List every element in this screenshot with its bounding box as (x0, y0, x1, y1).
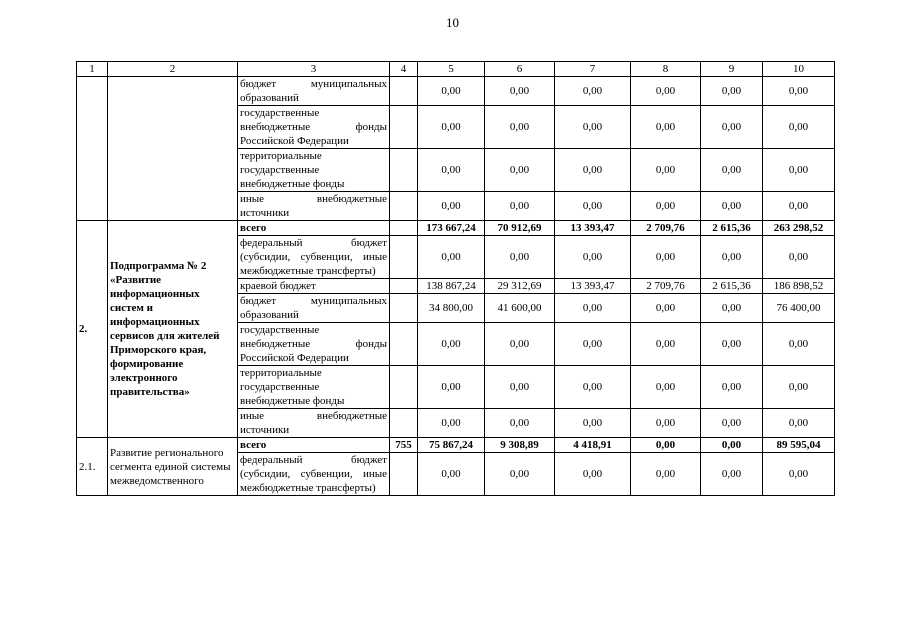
funding-source: всего (238, 438, 390, 453)
header-cell: 9 (701, 62, 763, 77)
funding-source: территориальные государственные внебюджетные фонды (238, 366, 390, 409)
value-cell: 13 393,47 (555, 221, 631, 236)
funding-source: федеральный бюджет (субсидии, субвенции, иные межбюджетные трансферты) (238, 453, 390, 496)
header-cell: 3 (238, 62, 390, 77)
column4-value (390, 221, 418, 236)
value-cell: 0,00 (485, 323, 555, 366)
header-cell: 7 (555, 62, 631, 77)
value-cell: 0,00 (701, 192, 763, 221)
value-cell: 2 615,36 (701, 279, 763, 294)
value-cell: 0,00 (631, 294, 701, 323)
value-cell: 0,00 (555, 106, 631, 149)
value-cell: 0,00 (555, 294, 631, 323)
value-cell: 0,00 (418, 323, 485, 366)
value-cell: 34 800,00 (418, 294, 485, 323)
program-title: Развитие регионального сегмента единой системы межведомственного (108, 438, 238, 496)
value-cell: 0,00 (555, 323, 631, 366)
value-cell: 13 393,47 (555, 279, 631, 294)
value-cell: 0,00 (418, 106, 485, 149)
value-cell: 0,00 (631, 106, 701, 149)
program-code: 2.1. (77, 438, 108, 496)
funding-source: иные внебюджетные источники (238, 409, 390, 438)
value-cell: 0,00 (701, 409, 763, 438)
value-cell: 0,00 (418, 77, 485, 106)
header-cell: 6 (485, 62, 555, 77)
funding-source: всего (238, 221, 390, 236)
value-cell: 0,00 (631, 323, 701, 366)
value-cell: 0,00 (485, 409, 555, 438)
column4-value (390, 323, 418, 366)
program-title: Подпрограмма № 2 «Развитие информационных систем и информационных сервисов для жителей Приморского края, формирование электронного правительства» (108, 221, 238, 438)
value-cell: 0,00 (701, 236, 763, 279)
value-cell: 0,00 (418, 366, 485, 409)
value-cell: 0,00 (555, 149, 631, 192)
value-cell: 0,00 (701, 438, 763, 453)
column4-value (390, 192, 418, 221)
value-cell: 4 418,91 (555, 438, 631, 453)
value-cell: 0,00 (418, 192, 485, 221)
value-cell: 263 298,52 (763, 221, 835, 236)
value-cell: 0,00 (631, 453, 701, 496)
funding-source: государственные внебюджетные фонды Российской Федерации (238, 106, 390, 149)
column4-value (390, 294, 418, 323)
funding-source: бюджет муниципальных образований (238, 77, 390, 106)
column4-value (390, 106, 418, 149)
value-cell: 41 600,00 (485, 294, 555, 323)
column4-value (390, 409, 418, 438)
header-cell: 1 (77, 62, 108, 77)
value-cell: 0,00 (485, 236, 555, 279)
value-cell: 0,00 (631, 236, 701, 279)
value-cell: 0,00 (555, 192, 631, 221)
value-cell: 0,00 (418, 453, 485, 496)
value-cell: 0,00 (485, 106, 555, 149)
header-cell: 10 (763, 62, 835, 77)
value-cell: 0,00 (485, 77, 555, 106)
value-cell: 0,00 (763, 236, 835, 279)
value-cell: 0,00 (485, 192, 555, 221)
column4-value: 755 (390, 438, 418, 453)
value-cell: 0,00 (485, 453, 555, 496)
column4-value (390, 236, 418, 279)
value-cell: 0,00 (418, 236, 485, 279)
value-cell: 0,00 (631, 192, 701, 221)
page-number: 10 (446, 15, 459, 30)
header-cell: 8 (631, 62, 701, 77)
value-cell: 0,00 (555, 453, 631, 496)
value-cell: 0,00 (701, 77, 763, 106)
value-cell: 76 400,00 (763, 294, 835, 323)
value-cell: 9 308,89 (485, 438, 555, 453)
value-cell: 0,00 (555, 236, 631, 279)
value-cell: 0,00 (763, 77, 835, 106)
value-cell: 2 709,76 (631, 279, 701, 294)
funding-source: бюджет муниципальных образований (238, 294, 390, 323)
column4-value (390, 453, 418, 496)
value-cell: 0,00 (631, 77, 701, 106)
value-cell: 0,00 (701, 366, 763, 409)
value-cell: 0,00 (763, 323, 835, 366)
value-cell: 0,00 (701, 106, 763, 149)
value-cell: 2 709,76 (631, 221, 701, 236)
table-row (77, 221, 835, 236)
header-cell: 2 (108, 62, 238, 77)
value-cell: 0,00 (631, 366, 701, 409)
value-cell: 0,00 (701, 149, 763, 192)
table-row (77, 438, 835, 453)
value-cell: 0,00 (418, 149, 485, 192)
column4-value (390, 366, 418, 409)
value-cell: 0,00 (485, 149, 555, 192)
program-cell (108, 77, 238, 221)
value-cell: 89 595,04 (763, 438, 835, 453)
value-cell: 0,00 (631, 438, 701, 453)
budget-table (76, 61, 835, 496)
value-cell: 0,00 (555, 77, 631, 106)
column4-value (390, 279, 418, 294)
column4-value (390, 77, 418, 106)
funding-source: краевой бюджет (238, 279, 390, 294)
value-cell: 0,00 (763, 366, 835, 409)
value-cell: 186 898,52 (763, 279, 835, 294)
value-cell: 0,00 (631, 409, 701, 438)
value-cell: 0,00 (631, 149, 701, 192)
value-cell: 0,00 (763, 409, 835, 438)
funding-source: государственные внебюджетные фонды Российской Федерации (238, 323, 390, 366)
value-cell: 0,00 (701, 294, 763, 323)
value-cell: 75 867,24 (418, 438, 485, 453)
funding-source: территориальные государственные внебюджетные фонды (238, 149, 390, 192)
value-cell: 0,00 (485, 366, 555, 409)
value-cell: 2 615,36 (701, 221, 763, 236)
table-row (77, 77, 835, 106)
value-cell: 0,00 (418, 409, 485, 438)
value-cell: 29 312,69 (485, 279, 555, 294)
value-cell: 0,00 (763, 106, 835, 149)
header-row (77, 62, 835, 77)
value-cell: 173 667,24 (418, 221, 485, 236)
value-cell: 0,00 (701, 323, 763, 366)
funding-source: иные внебюджетные источники (238, 192, 390, 221)
header-cell: 4 (390, 62, 418, 77)
header-cell: 5 (418, 62, 485, 77)
value-cell: 0,00 (763, 453, 835, 496)
value-cell: 0,00 (555, 366, 631, 409)
program-code: 2. (77, 221, 108, 438)
value-cell: 0,00 (763, 149, 835, 192)
value-cell: 70 912,69 (485, 221, 555, 236)
value-cell: 0,00 (763, 192, 835, 221)
value-cell: 0,00 (701, 453, 763, 496)
value-cell: 138 867,24 (418, 279, 485, 294)
code-cell (77, 77, 108, 221)
funding-source: федеральный бюджет (субсидии, субвенции, иные межбюджетные трансферты) (238, 236, 390, 279)
column4-value (390, 149, 418, 192)
value-cell: 0,00 (555, 409, 631, 438)
